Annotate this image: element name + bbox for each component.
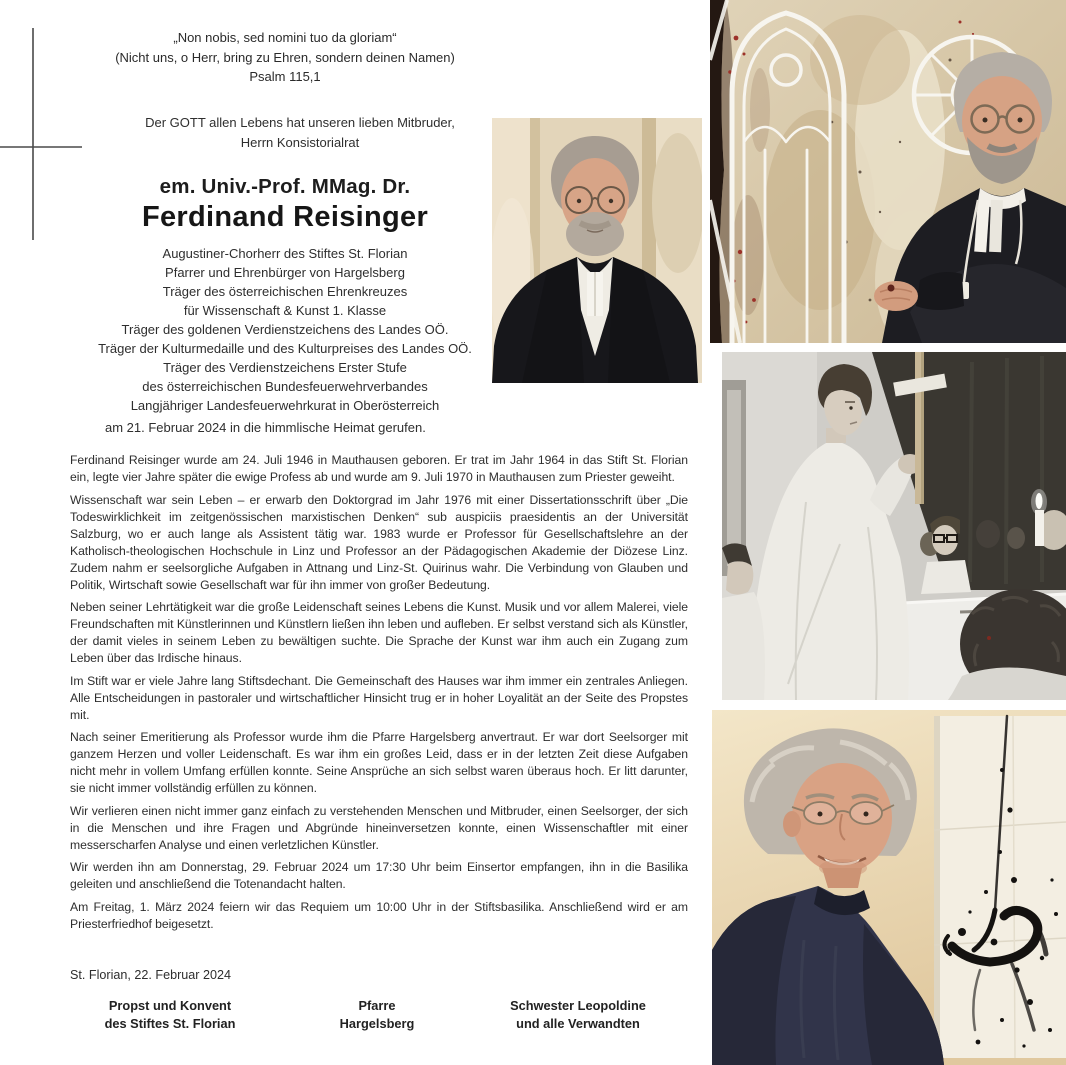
paragraph-biography: Ferdinand Reisinger wurde am 24. Juli 1946 in Mauthausen geboren. Er trat im Jahr 1964 in das Stift St. Florian ein, legte vier Jahre später die ewige Profess ab und wurde am 9. Juli 1970 in Mauthausen zum Priester geweiht.	[70, 453, 688, 484]
installation-illustration	[710, 0, 1066, 343]
intro-line: Herrn Konsistorialrat	[240, 135, 360, 150]
honors-list	[35, 244, 535, 415]
honor-line: Pfarrer und Ehrenbürger von Hargelsberg	[165, 265, 405, 280]
paragraph-parish: Nach seiner Emeritierung als Professor wurde ihm die Pfarre Hargelsberg anvertraut. Er war dort Seelsorger mit ganzem Herzen und voller Leidenschaft. Es war ihm ein großes Leid, dass er in der letzten Zeit diese Aufgaben nicht mehr in vollem Umfang erfüllen konnte. Seine Ansprüche an sich selbst waren überaus hoch. Er litt darunter, sie nicht immer vollständig erfüllen zu können.	[70, 730, 688, 795]
honor-line: Träger des Verdienstzeichens Erster Stufe	[163, 360, 407, 375]
signature-pfarre	[277, 997, 477, 1032]
paragraph-stift: Im Stift war er viele Jahre lang Stiftsdechant. Die Gemeinschaft des Hauses war ihm immer ein zentrales Anliegen. Alle Entscheidungen in pastoraler und wirtschaftlicher Hinsicht trug er in hoher Loyalität an der Seite des Propstes mit.	[70, 673, 688, 722]
quote-block	[65, 28, 505, 87]
honor-line: Augustiner-Chorherr des Stiftes St. Florian	[162, 246, 408, 261]
signature-line: Hargelsberg	[339, 1015, 415, 1031]
honor-line: Langjähriger Landesfeuerwehrkurat in Oberösterreich	[130, 398, 440, 413]
signature-line: des Stiftes St. Florian	[104, 1015, 236, 1031]
paragraph-art: Neben seiner Lehrtätigkeit war die große Leidenschaft seines Lebens die Kunst. Musik und vor allem Malerei, viele Freundschaften mit Künstlerinnen und Künstlern ließen ihn leben und aufleben. Er selbst verstand sich als Künstler, der damit vieles in seinem Leben zu bewältigen suchte. Die Sprache der Kunst war ihm auch ein Zugang zum Leben über das Irdische hinaus.	[70, 600, 688, 665]
deceased-name: Ferdinand Reisinger	[141, 201, 429, 233]
death-date-line: am 21. Februar 2024 in die himmlische Heimat gerufen.	[105, 420, 426, 435]
ink-artwork-canvas	[934, 716, 1066, 1058]
photo-art-installation	[710, 0, 1066, 343]
signature-family	[478, 997, 678, 1032]
intro-line: Der GOTT allen Lebens hat unseren lieben Mitbruder,	[145, 115, 455, 130]
place-date: St. Florian, 22. Februar 2024	[70, 968, 232, 982]
photo-artist-portrait	[712, 710, 1066, 1065]
honor-line: Träger des goldenen Verdienstzeichens des Landes OÖ.	[121, 322, 449, 337]
signature-line: und alle Verwandten	[516, 1015, 640, 1031]
honor-line: Träger des österreichischen Ehrenkreuzes	[162, 284, 408, 299]
artist-illustration	[712, 710, 1066, 1065]
background-head	[1007, 527, 1025, 549]
quote-latin: „Non nobis, sed nomini tuo da gloriam“	[173, 30, 397, 45]
portrait-photo	[492, 118, 702, 383]
honor-line: Träger der Kulturmedaille und des Kulturpreises des Landes OÖ.	[98, 341, 472, 356]
paragraph-science: Wissenschaft war sein Leben – er erwarb den Doktorgrad im Jahr 1976 mit einer Dissertationsschrift über „Die Todeswirklichkeit im zeitgenössischen marxistischen Denken“ sub auspiciis praesidentis an der Universität Salzburg, wo er auch lange als Assistent tätig war. 1983 wurde er Professor für Gesellschaftslehre an der Katholisch-theologischen Hochschule in Linz und Professor an der Pädagogischen Akademie der Diözese Linz. Zudem nahm er seelsorgliche Aufgaben in Attnang und Linz-St. Quirinus wahr. Die Verbindung von Glauben und Politik, Wirtschaft sowie Gesellschaft war für ihn immer von großer Bedeutung.	[70, 492, 688, 592]
signature-line: Propst und Konvent	[108, 998, 232, 1013]
paragraph-vigil: Wir werden ihn am Donnerstag, 29. Februar 2024 um 17:30 Uhr beim Einsertor empfangen, ihn in die Basilika geleiten und anschließend die Totenandacht halten.	[70, 860, 688, 891]
background-head	[976, 520, 1000, 548]
signature-propst-konvent	[70, 997, 270, 1032]
ordination-illustration	[722, 352, 1066, 700]
portrait-illustration	[492, 118, 702, 383]
signature-line: Pfarre	[358, 998, 396, 1013]
quote-source: Psalm 115,1	[249, 69, 321, 84]
honor-line: des österreichischen Bundesfeuerwehrverbandes	[142, 379, 428, 394]
photo-ordination-bw	[722, 352, 1066, 700]
obituary-text	[70, 452, 688, 938]
intro-block	[80, 113, 520, 153]
paragraph-loss: Wir verlieren einen nicht immer ganz einfach zu verstehenden Menschen und Mitbruder, einen Seelsorger, der sich in die Menschen und ihre Fragen und Abgründe hineinversetzen konnte, einen Wissenschaftler mit einer messerscharfen Analyse und einen verletzlichen Künstler.	[70, 803, 688, 852]
signature-line: Schwester Leopoldine	[510, 998, 646, 1013]
quote-translation: (Nicht uns, o Herr, bring zu Ehren, sondern deinen Namen)	[115, 49, 455, 65]
paragraph-requiem: Am Freitag, 1. März 2024 feiern wir das Requiem um 10:00 Uhr in der Stiftsbasilika. Anschließend wird er am Priesterfriedhof beigesetzt.	[70, 899, 688, 931]
academic-titles: em. Univ.-Prof. MMag. Dr.	[159, 175, 411, 198]
honor-line: für Wissenschaft & Kunst 1. Klasse	[183, 303, 387, 318]
